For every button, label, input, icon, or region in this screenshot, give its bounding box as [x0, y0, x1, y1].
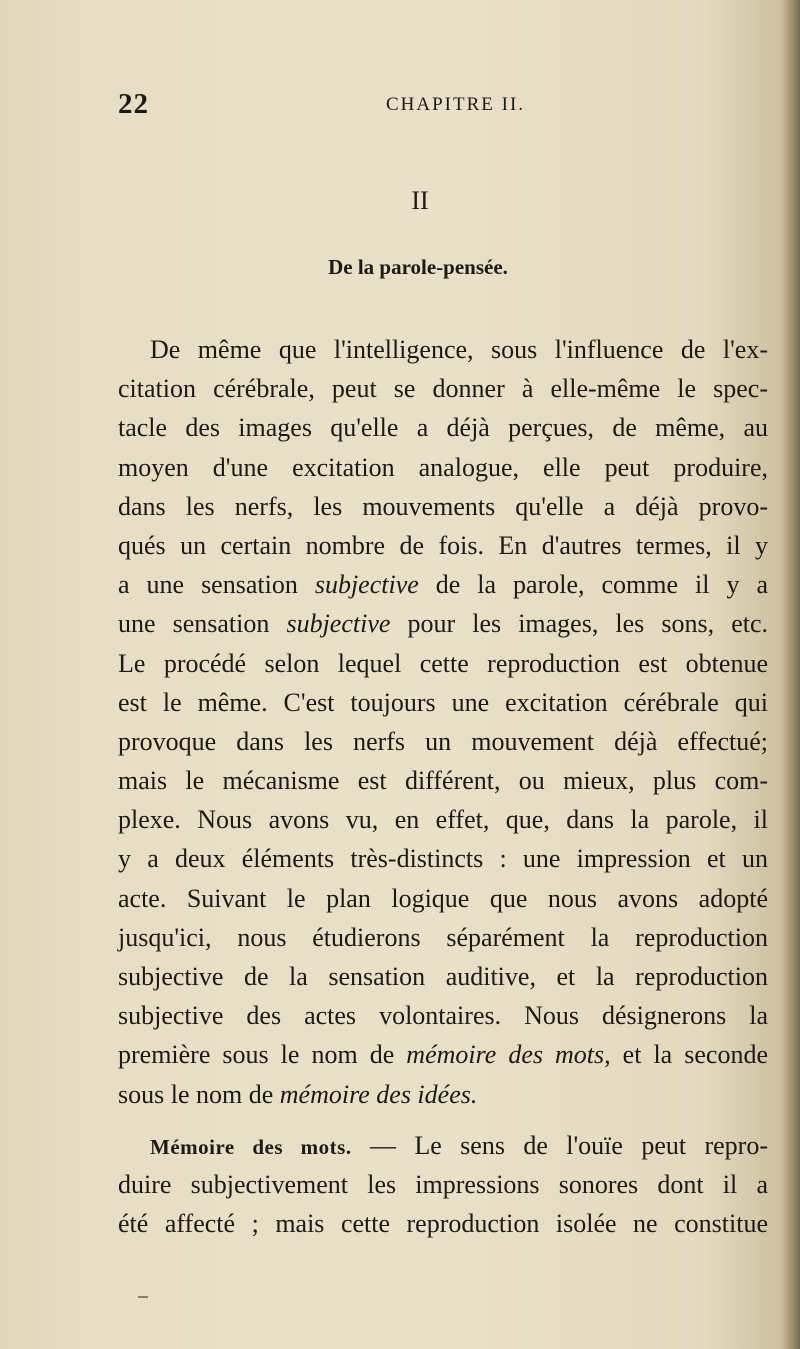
section-title: De la parole-pensée.	[328, 255, 508, 279]
text-line: y a deux éléments très-distincts : une impression et un	[118, 844, 768, 874]
paragraph-memoire-des-mots	[118, 1126, 768, 1244]
text-line: provoque dans les nerfs un mouvement déjà effectué;	[118, 726, 768, 756]
text-line: mais le mécanisme est différent, ou mieux, plus com-	[118, 766, 768, 796]
text-line: subjective de la sensation auditive, et la reproduction	[118, 962, 768, 991]
text-line: Mémoire des mots. — Le sens de l'ouïe peut repro-	[150, 1131, 768, 1160]
italic-term: mémoire des mots,	[406, 1040, 611, 1070]
text-line: été affecté ; mais cette reproduction isolée ne constitue	[118, 1209, 768, 1239]
text-line: une sensation subjective pour les images, les sons, etc.	[118, 609, 768, 639]
text-line: jusqu'ici, nous étudierons séparément la reproduction	[118, 922, 768, 952]
text-line: duire subjectivement les impressions sonores dont il a	[118, 1170, 768, 1200]
text-line: première sous le nom de mémoire des mots, et la seconde	[118, 1040, 768, 1070]
ink-smudge	[138, 1296, 148, 1298]
text-line: plexe. Nous avons vu, en effet, que, dans la parole, il	[118, 805, 768, 835]
page-number: 22	[118, 88, 149, 120]
text-line: a une sensation subjective de la parole, comme il y a	[118, 570, 769, 600]
text-line: dans les nerfs, les mouvements qu'elle a déjà provo-	[118, 491, 768, 521]
text-line: moyen d'une excitation analogue, elle peut produire,	[118, 452, 768, 482]
text-line: est le même. C'est toujours une excitation cérébrale qui	[118, 687, 768, 717]
italic-term: subjective	[314, 570, 419, 600]
text-line: citation cérébrale, peut se donner à elle-même le spec-	[118, 374, 768, 404]
section-number: II	[411, 186, 429, 215]
text-line: subjective des actes volontaires. Nous désignerons la	[118, 1001, 768, 1031]
run-in-heading: Mémoire des mots.	[150, 1135, 352, 1159]
italic-term: mémoire des idées.	[279, 1079, 478, 1109]
page-header	[118, 88, 768, 124]
paragraph-parole-pensee	[118, 330, 768, 1114]
text-line: tacle des images qu'elle a déjà perçues, de même, au	[118, 413, 768, 443]
text-line: qués un certain nombre de fois. En d'autres termes, il y	[118, 530, 768, 560]
text-line: De même que l'intelligence, sous l'influence de l'ex-	[150, 335, 768, 364]
text-line: acte. Suivant le plan logique que nous avons adopté	[118, 883, 768, 913]
italic-term: subjective	[286, 609, 391, 639]
text-line: Le procédé selon lequel cette reproduction est obtenue	[118, 648, 768, 678]
running-head: CHAPITRE II.	[386, 94, 526, 115]
text-line: sous le nom de mémoire des idées.	[118, 1079, 478, 1109]
